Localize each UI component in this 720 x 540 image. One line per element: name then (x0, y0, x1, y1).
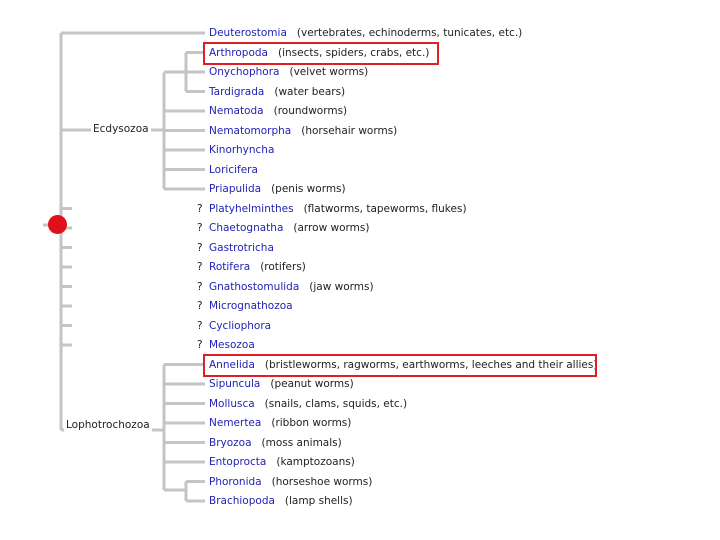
taxon-row (209, 455, 355, 469)
taxon-common-name: (kamptozoans) (276, 456, 355, 468)
uncertain-placement-mark: ? (197, 319, 203, 332)
root-node-marker (48, 215, 67, 234)
taxon-name: Nemertea (209, 417, 262, 429)
taxon-row (209, 319, 271, 333)
taxon-common-name: (lamp shells) (284, 495, 353, 507)
taxon-common-name: (roundworms) (273, 105, 348, 117)
taxon-name: Sipuncula (209, 378, 261, 390)
taxon-row (209, 124, 397, 138)
taxon-name: Brachiopoda (209, 495, 275, 507)
taxon-name: Phoronida (209, 475, 262, 488)
taxon-name: Priapulida (209, 183, 262, 195)
taxon-common-name: (rotifers) (260, 261, 306, 273)
taxon-name: Kinorhyncha (209, 144, 275, 156)
taxon-name: Nematoda (209, 105, 264, 117)
taxon-name: Rotifera (209, 261, 251, 273)
taxon-common-name: (horseshoe worms) (271, 475, 373, 488)
taxon-row (209, 397, 407, 411)
taxon-name: Entoprocta (209, 456, 267, 468)
taxon-common-name: (horsehair worms) (301, 124, 398, 137)
taxon-name: Chaetognatha (209, 222, 284, 234)
taxon-name: Nematomorpha (209, 124, 292, 137)
taxon-name: Arthropoda (209, 46, 268, 59)
taxon-row (209, 143, 274, 157)
taxon-row (209, 202, 467, 216)
taxon-row (209, 85, 345, 99)
taxon-name: Platyhelminthes (209, 202, 294, 215)
uncertain-placement-mark: ? (197, 222, 203, 234)
taxon-common-name: (bristleworms, ragworms, earthworms, leeches and their allies) (264, 358, 598, 371)
taxon-name: Deuterostomia (209, 27, 287, 39)
taxon-common-name: (snails, clams, squids, etc.) (264, 397, 408, 410)
taxon-row (209, 26, 522, 40)
taxon-row (209, 280, 374, 294)
highlight-box-annelida (203, 354, 597, 377)
uncertain-placement-mark: ? (197, 261, 203, 273)
taxon-common-name: (velvet worms) (289, 66, 369, 78)
taxon-name: Mesozoa (209, 339, 255, 351)
taxon-common-name: (jaw worms) (309, 280, 374, 293)
taxon-row (209, 338, 255, 352)
taxon-name: Gastrotricha (209, 241, 274, 254)
taxon-common-name: (penis worms) (271, 183, 346, 195)
taxon-name: Onychophora (209, 66, 280, 78)
uncertain-placement-mark: ? (197, 300, 203, 312)
taxon-name: Loricifera (209, 163, 258, 176)
highlight-box-arthropoda (203, 42, 439, 65)
taxon-common-name: (insects, spiders, crabs, etc.) (277, 46, 430, 59)
taxon-name: Tardigrada (209, 85, 265, 98)
taxon-common-name: (arrow worms) (293, 222, 370, 234)
uncertain-placement-mark: ? (197, 202, 203, 215)
taxon-row (209, 494, 353, 508)
clade-label-ecdysozoa: Ecdysozoa (93, 123, 149, 135)
uncertain-placement-mark: ? (197, 339, 203, 351)
taxon-row (209, 436, 342, 450)
uncertain-placement-mark: ? (197, 241, 203, 254)
taxon-name: Bryozoa (209, 436, 252, 449)
taxon-row (209, 221, 369, 235)
taxon-row (209, 377, 354, 391)
taxon-common-name: (water bears) (274, 85, 346, 98)
taxon-row (209, 65, 368, 79)
taxon-name: Cycliophora (209, 319, 272, 332)
taxon-common-name: (vertebrates, echinoderms, tunicates, etc.) (296, 27, 523, 39)
taxon-row (209, 104, 347, 118)
taxon-common-name: (peanut worms) (270, 378, 354, 390)
taxon-name: Mollusca (209, 397, 255, 410)
taxon-row (209, 299, 293, 313)
taxon-common-name: (moss animals) (261, 436, 342, 449)
taxon-common-name: (flatworms, tapeworms, flukes) (303, 202, 467, 215)
taxon-common-name: (ribbon worms) (271, 417, 352, 429)
taxon-name: Micrognathozoa (209, 300, 293, 312)
uncertain-placement-mark: ? (197, 280, 203, 293)
taxon-name: Annelida (209, 358, 255, 371)
taxon-row (209, 163, 258, 177)
taxon-row (209, 182, 346, 196)
clade-label-lophotrochozoa: Lophotrochozoa (66, 419, 150, 431)
taxon-row (209, 416, 351, 430)
taxon-name: Gnathostomulida (209, 280, 300, 293)
taxon-row (209, 475, 372, 489)
taxon-row (209, 241, 274, 255)
taxon-row (209, 260, 306, 274)
